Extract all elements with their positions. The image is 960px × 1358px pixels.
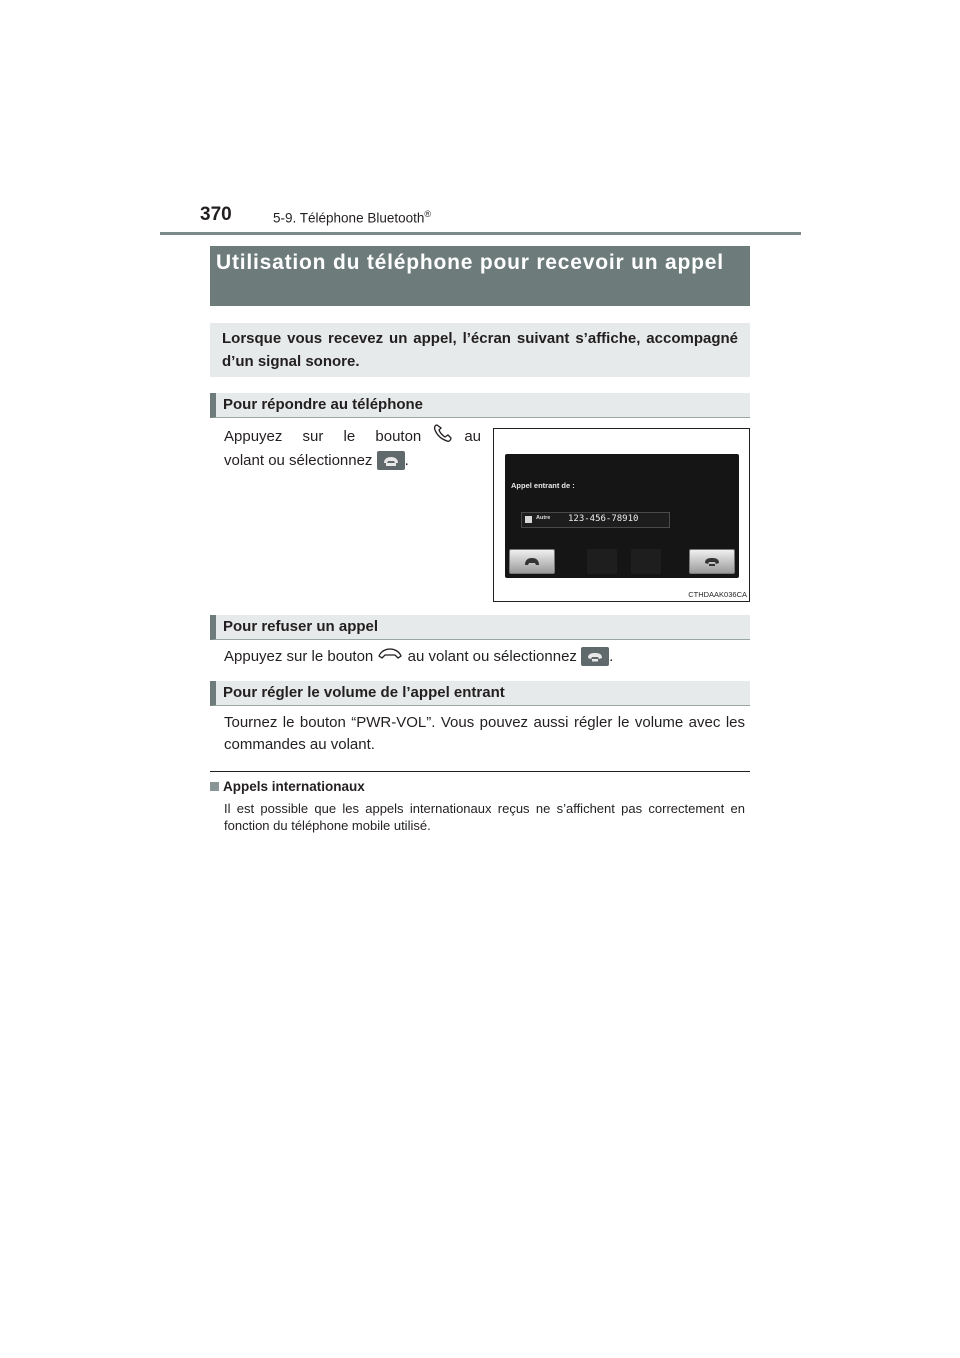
- note-divider: [210, 771, 750, 772]
- answer-line-1: [224, 423, 481, 450]
- registered-mark: ®: [424, 209, 432, 219]
- screen-ghost-button: [631, 549, 661, 574]
- screen-ghost-button: [587, 549, 617, 574]
- page-title: Utilisation du téléphone pour recevoir un appel: [210, 246, 750, 306]
- note-heading: [210, 779, 365, 794]
- phone-answer-icon: [432, 423, 454, 450]
- section-heading-answer: Pour répondre au téléphone: [210, 393, 750, 418]
- answer-text-part1: Appuyez sur le bouton: [224, 427, 422, 445]
- contact-icon: [525, 516, 532, 523]
- intro-text: Lorsque vous recevez un appel, l’écran suivant s’affiche, accompagné d’un signal sonore.: [210, 323, 750, 377]
- display-screen: [505, 454, 739, 578]
- section-volume-text: Tournez le bouton “PWR-VOL”. Vous pouvez aussi régler le volume avec les commandes au volant.: [224, 714, 745, 753]
- answer-text-end: .: [404, 452, 409, 469]
- answer-button-icon: [377, 451, 405, 470]
- chapter-title-text: 5-9. Téléphone Bluetooth: [273, 210, 425, 226]
- incoming-call-screen-illustration: [493, 428, 750, 602]
- page-number: 370: [200, 204, 232, 225]
- screen-answer-button[interactable]: [509, 549, 555, 574]
- decline-button-icon: [581, 647, 609, 666]
- caller-number: 123-456-78910: [568, 514, 639, 524]
- figure-caption: CTHDAAK036CA: [688, 590, 747, 599]
- contact-label: Autre: [536, 515, 551, 521]
- screen-decline-button[interactable]: [689, 549, 735, 574]
- section-decline-text: [224, 646, 750, 668]
- answer-text-au: au: [464, 427, 481, 445]
- screen-title: Appel entrant de :: [511, 481, 575, 490]
- note-square-icon: [210, 782, 219, 791]
- chapter-title: [273, 209, 431, 226]
- decline-text-part2: au volant ou sélectionnez: [407, 648, 577, 665]
- answer-line-2: [224, 450, 481, 472]
- answer-text-volant: volant ou sélectionnez: [224, 452, 373, 469]
- note-body: Il est possible que les appels internationaux reçus ne s’affichent pas correctement en fonction du téléphone mobile utilisé.: [224, 801, 745, 833]
- phone-hangup-icon: [377, 646, 403, 668]
- decline-text-part1: Appuyez sur le bouton: [224, 648, 374, 665]
- section-answer-text: [224, 423, 481, 472]
- caller-number-field: [521, 512, 670, 528]
- section-heading-volume: Pour régler le volume de l’appel entrant: [210, 681, 750, 706]
- section-heading-decline: Pour refuser un appel: [210, 615, 750, 640]
- decline-text-end: .: [609, 648, 614, 665]
- note-heading-text: Appels internationaux: [223, 779, 365, 794]
- header-rule: [160, 232, 801, 235]
